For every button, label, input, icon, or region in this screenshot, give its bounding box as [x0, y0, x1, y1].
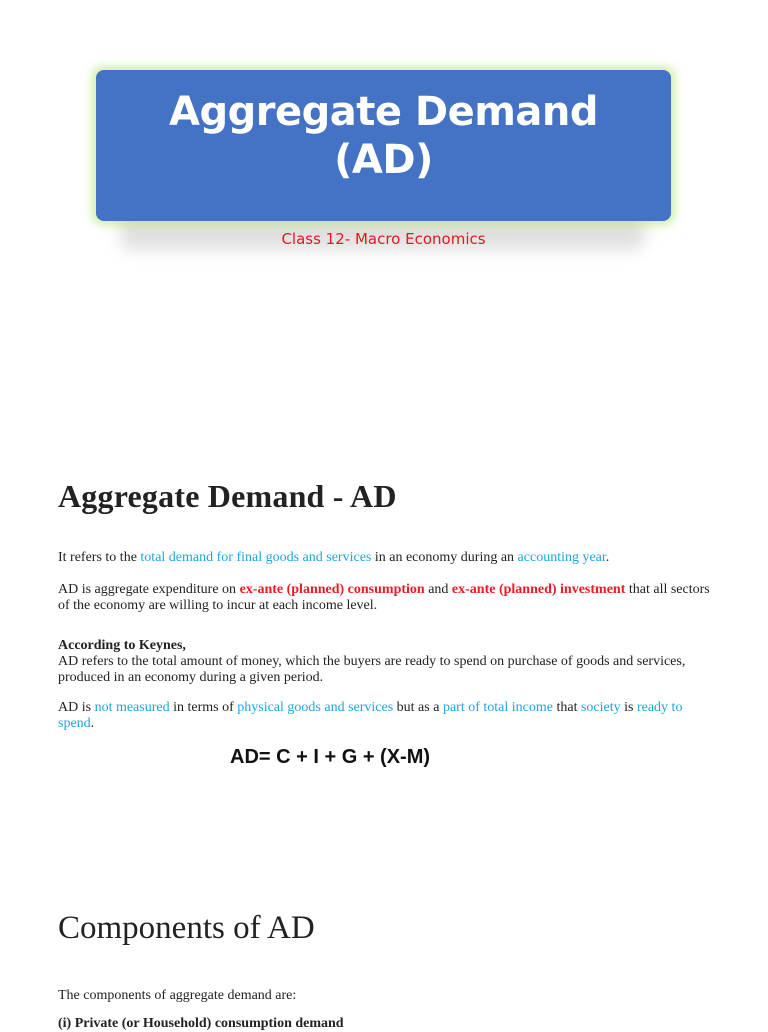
highlight-text: physical goods and services [237, 700, 394, 715]
paragraph-measurement [58, 700, 718, 732]
components-intro: The components of aggregate demand are: [58, 988, 297, 1003]
keynes-heading: According to Keynes, [58, 638, 186, 653]
text: . [90, 716, 95, 731]
text: that [552, 700, 581, 715]
text: but as a [393, 700, 443, 715]
text: in terms of [169, 700, 238, 715]
text: It refers to the [58, 550, 141, 565]
text: . [605, 550, 610, 565]
emphasis-text: ex-ante (planned) consumption [239, 582, 425, 597]
text: in an economy during an [371, 550, 518, 565]
ad-formula: AD= C + I + G + (X-M) [230, 746, 431, 768]
highlight-text: ready to spend [58, 700, 683, 731]
text: that all sectors of the economy are willing to incur at each income level. [58, 582, 710, 613]
text: is [620, 700, 637, 715]
paragraph-definition [58, 550, 718, 566]
highlight-text: not measured [94, 700, 170, 715]
subtitle: Class 12- Macro Economics [281, 230, 486, 248]
section-heading-components: Components of AD [58, 910, 315, 946]
components-item-1: (i) Private (or Household) consumption demand [58, 1016, 344, 1031]
section-heading-ad: Aggregate Demand - AD [58, 478, 397, 514]
paragraph-expenditure [58, 582, 718, 614]
title-line-1: Aggregate Demand [169, 89, 598, 135]
text: AD is aggregate expenditure on [58, 582, 240, 597]
keynes-text: AD refers to the total amount of money, which the buyers are ready to spend on purchase of goods and services, produced in an economy during a given period. [58, 654, 686, 685]
highlight-text: total demand for final goods and services [140, 550, 372, 565]
highlight-text: society [580, 700, 621, 715]
emphasis-text: ex-ante (planned) investment [451, 582, 626, 597]
text: AD is [58, 700, 95, 715]
title-line-2: (AD) [334, 137, 433, 183]
text: and [424, 582, 452, 597]
highlight-text: accounting year [517, 550, 606, 565]
page-title [96, 88, 671, 184]
paragraph-keynes [58, 638, 718, 686]
highlight-text: part of total income [442, 700, 553, 715]
